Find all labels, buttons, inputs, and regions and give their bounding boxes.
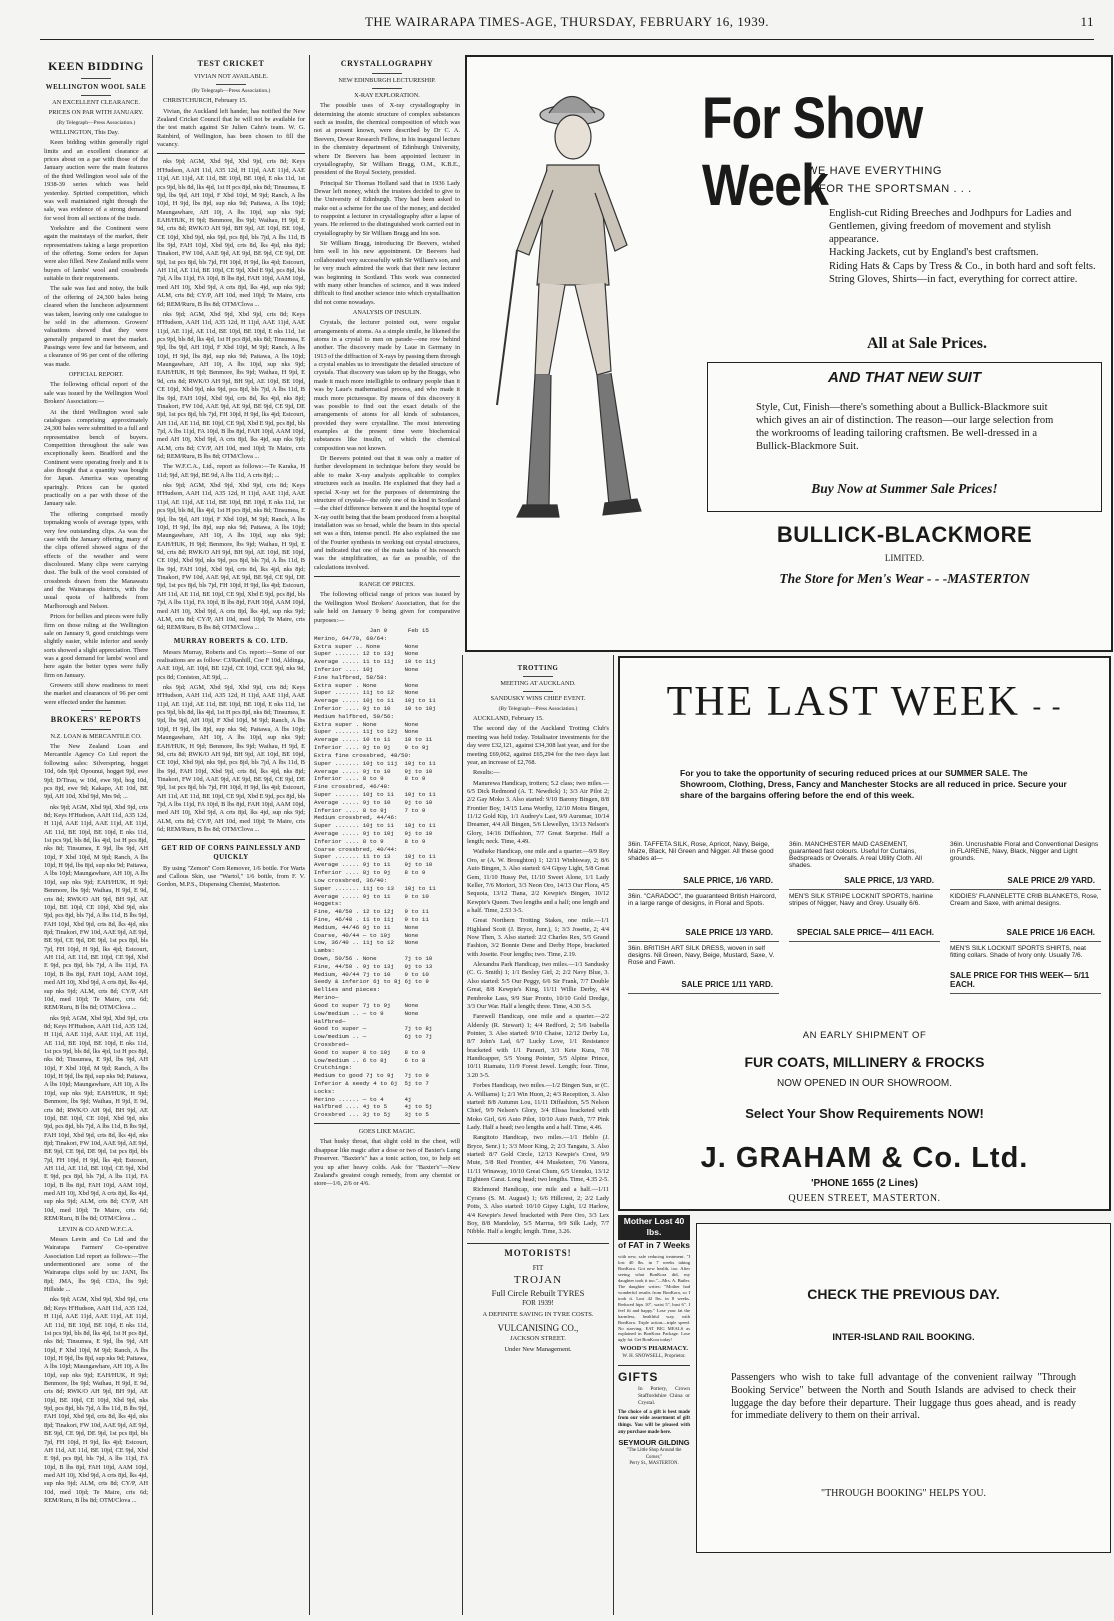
motor-management: Under New Management. xyxy=(504,1346,572,1354)
sale-item-text: MEN'S SILK LOCKNIT SPORTS SHIRTS, neat fitting collars. Shade of Ivory only. Usually 7/6. xyxy=(950,945,1086,959)
column-rule xyxy=(152,55,153,1615)
gifts-line: In Pottery, Crown Staffordshire China or Crystal. xyxy=(638,1385,690,1407)
ad-buy-now: Buy Now at Summer Sale Prices! xyxy=(811,481,998,496)
section-head: ANALYSIS OF INSULIN. xyxy=(352,308,422,316)
ad-items xyxy=(829,207,1099,286)
sale-item xyxy=(950,890,1101,942)
paragraph: Rangitoto Handicap, two miles.—1/1 Heblo (J. Bryce, Senr.) 1; 3/3 Moor King, 2; 2/3 Tangatu, 3. Also started: 8/7 Gold Circle, 12/13 Kewpie's Crest, 9/9 Mute, 5/8 Red Frontier, 4/4 Musketeer, 7/6 Vanora, 11/11 Winaway, 10/10 Great Chum, 6/5 Uenuku, 13/12 Eighteen Carat. Long head; two lengths. Time, 4.35 2-5. xyxy=(467,1134,609,1184)
page-number: 11 xyxy=(1080,14,1094,29)
ad-headline-show-week: For Show Week xyxy=(702,86,923,218)
subhead-wool-sale: WELLINGTON WOOL SALE xyxy=(45,83,147,91)
paragraph: nks 9jd; AGM, Xbd 9jd, Xbd 9jd, crts 8d; Keys H'Hudson, AAH 11d, A35 12d, H 11jd, AAE 11jd, AAE 11jd, AE 11jd, AE 11d, BE 10jd, BE 10jd, E nks 11d, 1st pcs 9jd, bls 8d, lks 4jd, 1st H pcs 8jd, nks 8d; Tinsumea, E 9jd, lbs 9jd, AH 10jd, F Xbd 10jd, M 9jd; Ranch, A lbs 10jd, H 9jd, lbs 8jd, sup nks 9d; Paitawa, A lbs 10jd; Maungawhare, AH 10j, A lbs 10jd, sup nks 9jd; EAH/HUK, H 9jd; Benmore, lbs 9jd; Waihau, H 9jd, E 9d, crts 8d; RWK/O AH 9jd, BH 9jd, AE 10jd, BE 10jd, CE 10jd, Xbd 9jd, nks 9jd, pcs 8jd, bls 7jd, A lbs 11d, B lbs 9jd, FAH 10jd, Xbd 9jd, crts 8d, lks 4jd, nks 8jd; Tinakori, FW 10d, AAE 9jd, AE 9jd, BE 9jd, CE 9jd, DE 9jd, 1st pcs 8jd, bls 7jd, FH 10jd, H 9jd, lks 4jd; Estcourt, AH 11d, AE 11d, BE 10jd, CE 9jd, Xbd E 9jd, pcs 8jd, bls 7jd, A lbs 11jd, FA 10jd, B lbs 8jd, FAH 10jd, AAM 10jd, med AH 10j, Xbd 9jd, A crts 8jd, lks 4jd, sup nks 9jd; ALM, crts 8d; CY/P, AH 10d, med 10jd; Te Maire, crts 6d; REM/Ruru, B lbs 8d; OTM/Clova ... xyxy=(157,482,305,632)
sale-price-grid xyxy=(628,838,1101,994)
sale-item-blank xyxy=(789,942,940,994)
motor-tyres: Full Circle Rebuilt TYRES xyxy=(491,1287,585,1298)
sale-item-text: 36in. TAFFETA SILK, Rose, Apricot, Navy, Beige, Maize, Black, Nil Green and Nigger. All these good shades at— xyxy=(628,841,774,862)
deck: AN EXCELLENT CLEARANCE. xyxy=(52,98,140,106)
column-wool-sale xyxy=(44,55,148,1610)
column-rule xyxy=(462,655,463,1615)
motor-for: FOR 1939! xyxy=(522,1298,554,1307)
section-head: OFFICIAL REPORT. xyxy=(68,371,124,379)
paragraph: The second day of the Auckland Trotting Club's meeting was held today. Totalisator investments for the day were £32,121, against £34,308 last year, and for the meeting £69,062, against £65,294 for the two days last year, an increase of £2,768. xyxy=(467,725,609,766)
paragraph: Crystals, the lecturer pointed out, were regular arrangements of atoms. As a simple simile, he likened the atoms in a crystal to men on parade—one row behind another. The discovery made by Laue in Germany in 1913 of the diffraction of X-rays by passing them through a crystal enables us to investigate the detailed structure of crystals. That discovery was taken up by the Braggs, who made it much more intelligible to ordinary people than it was by Laue's mathematical process, and who made it much more picturesque. By means of this discovery it was possible to find out the exact details of the arrangements of atoms for all kinds of substances, provided they were crystalline. The most interesting examples at the present time were biochemical substances like insulin, of which the chemical composition was not known. xyxy=(314,319,460,452)
ad-item: English-cut Riding Breeches and Jodhpurs for Ladies and Gentlemen, giving freedom of movement and stylish appearance. xyxy=(829,208,1072,246)
paragraph: Manurewa Handicap, trotters; 5.2 class; two miles.—6/5 Dick Redmond (A. T. Newdick) 1; 3/3 Air Pilot 2; 2/2 Gay Moko 3. Also started: 9/10 Barony Bingen, 8/8 Frontier Boy, 14/15 Lena Worthy, 12/10 Moira Bingen, 11/12 Gold Kip, 1/1 Audrey's Last, 9/9 Aurumar, 10/14 Dreamer, 4/4 All Bingen, 5/6 Llewellyn, 13/13 Nelson's Glory, 14/16 Diffashion, 7/7 Great Surprise. Half a length; neck. Time, 4.49. xyxy=(467,779,609,846)
paragraph: nks 9jd; AGM, Xbd 9jd, Xbd 9jd, crts 8d; Keys H'Hudson, AAH 11d, A35 12d, H 11jd, AAE 11jd, AAE 11jd, AE 11jd, AE 11d, BE 10jd, BE 10jd, E nks 11d, 1st pcs 9jd, bls 8d, lks 4jd, 1st H pcs 8jd, nks 8d; Tinsumea, E 9jd, lbs 9jd, AH 10jd, F Xbd 10jd, M 9jd; Ranch, A lbs 10jd, H 9jd, lbs 8jd, sup nks 9d; Paitawa, A lbs 10jd; Maungawhare, AH 10j, A lbs 10jd, sup nks 9jd; EAH/HUK, H 9jd; Benmore, lbs 9jd; Waihau, H 9jd, E 9d, crts 8d; RWK/O AH 9jd, BH 9jd, AE 10jd, BE 10jd, CE 10jd, Xbd 9jd, nks 9jd, pcs 8jd, bls 7jd, A lbs 11d, B lbs 9jd, FAH 10jd, Xbd 9jd, crts 8d, lks 4jd, nks 8jd; Tinakori, FW 10d, AAE 9jd, AE 9jd, BE 9jd, CE 9jd, DE 9jd, 1st pcs 8jd, bls 7jd, FH 10jd, H 9jd, lks 4jd; Estcourt, AH 11d, AE 11d, BE 10jd, CE 9jd, Xbd E 9jd, pcs 8jd, bls 7jd, A lbs 11jd, FA 10jd, B lbs 8jd, FAH 10jd, AAM 10jd, med AH 10j, Xbd 9jd, A crts 8jd, lks 4jd, sup nks 9jd; ALM, crts 8d; CY/P, AH 10d, med 10jd; Te Maire, crts 6d; REM/Ruru, B lbs 8d; OTM/Clova ... xyxy=(157,158,305,308)
paragraph: Forbes Handicap, two miles.—1/2 Bingen Sun, sr (C. A. Williams) 1; 2/1 Win Huon, 2; 4/3 Reception, 3. Also started: 8/8 Autumn Lou, 11/11 Diffashion, 5/5 Nelson Chief, 9/9 Nelson's Glory, 3/4 Elissa bracketed with Moko Girl, 6/6 Auto Pilot, 10/10 Auto Patch, 7/7 Pink Lady. Half a head; two lengths and a half. Time, 4.46. xyxy=(467,1082,609,1131)
ad-rail-booking xyxy=(696,1223,1111,1553)
subhead: MEETING AT AUCKLAND. xyxy=(500,680,576,688)
divider xyxy=(81,95,111,96)
ad-phone: 'PHONE 1655 (2 Lines) xyxy=(811,1178,918,1189)
sale-item xyxy=(950,838,1101,890)
paragraph: nks 9jd; AGM, Xbd 9jd, Xbd 9jd, crts 8d; Keys H'Hudson, AAH 11d, A35 12d, H 11jd, AAE 11jd, AAE 11jd, AE 11jd, AE 11d, BE 10jd, BE 10jd, E nks 11d, 1st pcs 9jd, bls 8d, lks 4jd, 1st H pcs 8jd, nks 8d; Tinsumea, E 9jd, lbs 9jd, AH 10jd, F Xbd 10jd, M 9jd; Ranch, A lbs 10jd, H 9jd, lbs 8jd, sup nks 9d; Paitawa, A lbs 10jd; Maungawhare, AH 10j, A lbs 10jd, sup nks 9jd; EAH/HUK, H 9jd; Benmore, lbs 9jd; Waihau, H 9jd, E 9d, crts 8d; RWK/O AH 9jd, BH 9jd, AE 10jd, BE 10jd, CE 10jd, Xbd 9jd, nks 9jd, pcs 8jd, bls 7jd, A lbs 11d, B lbs 9jd, FAH 10jd, Xbd 9jd, crts 8d, lks 4jd, nks 8jd; Tinakori, FW 10d, AAE 9jd, AE 9jd, BE 9jd, CE 9jd, DE 9jd, 1st pcs 8jd, bls 7jd, FH 10jd, H 9jd, lks 4jd; Estcourt, AH 11d, AE 11d, BE 10jd, CE 9jd, Xbd E 9jd, pcs 8jd, bls 7jd, A lbs 11jd, FA 10jd, B lbs 8jd, FAH 10jd, AAM 10jd, med AH 10j, Xbd 9jd, A crts 8jd, lks 4jd, sup nks 9jd; ALM, crts 8d; CY/P, AH 10d, med 10jd; Te Maire, crts 6d; REM/Ruru, B lbs 8d; OTM/Clova ... xyxy=(44,1014,148,1223)
divider xyxy=(618,1365,690,1366)
divider xyxy=(216,84,246,85)
subhead: NEW EDINBURGH LECTURESHIP. xyxy=(338,76,436,84)
divider xyxy=(81,78,111,79)
column-cricket xyxy=(157,55,305,1610)
paragraph: At the third Wellington wool sale catalogues comprising approximately 24,300 bales were submitted to a full and representative bench of buyers. Competition throughout the sale was exceptionally keen. Bradford and the Continent were operating freely and it is also thought that a quantity was bought for Japan. America was operating sparingly. Prices can be quoted practically on a par with those of the January sale. xyxy=(44,408,148,508)
sale-item-text: MEN'S SILK STRIPE LOCKNIT SPORTS, hairline stripes of Nigger, Navy and Grey. Usually 6/6. xyxy=(789,893,934,907)
ad-suit-box xyxy=(707,362,1102,512)
sale-item-price: SALE PRICE FOR THIS WEEK— 5/11 EACH. xyxy=(950,971,1090,989)
headline-keen-bidding: KEEN BIDDING xyxy=(48,59,144,73)
ad-suit-body: Style, Cut, Finish—there's something about a Bullick-Blackmore suit which gives an air of distinction. The reason—our large selection from the workrooms of leading tailoring craftsmen. Be well-dressed in a Bullick-Blackmore Suit. xyxy=(756,402,1054,453)
column-trotting xyxy=(467,660,609,1615)
masthead-title: THE WAIRARAPA TIMES-AGE, THURSDAY, FEBRUARY 16, 1939. xyxy=(364,14,770,29)
ad-line: WE HAVE EVERYTHING xyxy=(807,165,943,177)
ad-select: Select Your Show Requirements NOW! xyxy=(745,1106,984,1121)
divider xyxy=(523,676,553,677)
section-head: LEVIN & CO AND W.F.C.A. xyxy=(58,1225,134,1233)
ad-early: AN EARLY SHIPMENT OF xyxy=(802,1030,927,1041)
subhead: VIVIAN NOT AVAILABLE. xyxy=(194,72,268,80)
motorists-head: MOTORISTS! xyxy=(504,1247,572,1258)
paragraph: nks 9jd; AGM, Xbd 9jd, Xbd 9jd, crts 8d; Keys H'Hudson, AAH 11d, A35 12d, H 11jd, AAE 11jd, AAE 11jd, AE 11jd, AE 11d, BE 10jd, BE 10jd, E nks 11d, 1st pcs 9jd, bls 8d, lks 4jd, 1st H pcs 8jd, nks 8d; Tinsumea, E 9jd, lbs 9jd, AH 10jd, F Xbd 10jd, M 9jd; Ranch, A lbs 10jd, H 9jd, lbs 8jd, sup nks 9d; Paitawa, A lbs 10jd; Maungawhare, AH 10j, A lbs 10jd, sup nks 9jd; EAH/HUK, H 9jd; Benmore, lbs 9jd; Waihau, H 9jd, E 9d, crts 8d; RWK/O AH 9jd, BH 9jd, AE 10jd, BE 10jd, CE 10jd, Xbd 9jd, nks 9jd, pcs 8jd, bls 7jd, A lbs 11d, B lbs 9jd, FAH 10jd, Xbd 9jd, crts 8d, lks 4jd, nks 8jd; Tinakori, FW 10d, AAE 9jd, AE 9jd, BE 9jd, CE 9jd, DE 9jd, 1st pcs 8jd, bls 7jd, FH 10jd, H 9jd, lks 4jd; Estcourt, AH 11d, AE 11d, BE 10jd, CE 9jd, Xbd E 9jd, pcs 8jd, bls 7jd, A lbs 11jd, FA 10jd, B lbs 8jd, FAH 10jd, AAM 10jd, med AH 10j, Xbd 9jd, A crts 8jd, lks 4jd, sup nks 9jd; ALM, crts 8d; CY/P, AH 10d, med 10jd; Te Maire, crts 6d; REM/Ruru, B lbs 8d; OTM/Clova ... xyxy=(44,1296,148,1505)
ad-address: QUEEN STREET, MASTERTON. xyxy=(788,1193,941,1204)
sale-item-text: KIDDIES' FLANNELETTE CRIB BLANKETS, Rose, Cream and Saxe, with animal designs. xyxy=(950,893,1099,907)
paragraph: nks 9jd; AGM, Xbd 9jd, Xbd 9jd, crts 8d; Keys H'Hudson, AAH 11d, A35 12d, H 11jd, AAE 11jd, AAE 11jd, AE 11jd, AE 11d, BE 10jd, BE 10jd, E nks 11d, 1st pcs 9jd, bls 8d, lks 4jd, 1st H pcs 8jd, nks 8d; Tinsumea, E 9jd, lbs 9jd, AH 10jd, F Xbd 10jd, M 9jd; Ranch, A lbs 10jd, H 9jd, lbs 8jd, sup nks 9d; Paitawa, A lbs 10jd; Maungawhare, AH 10j, A lbs 10jd, sup nks 9jd; EAH/HUK, H 9jd; Benmore, lbs 9jd; Waihau, H 9jd, E 9d, crts 8d; RWK/O AH 9jd, BH 9jd, AE 10jd, BE 10jd, CE 10jd, Xbd 9jd, nks 9jd, pcs 8jd, bls 7jd, A lbs 11d, B lbs 9jd, FAH 10jd, Xbd 9jd, crts 8d, lks 4jd, nks 8jd; Tinakori, FW 10d, AAE 9jd, AE 9jd, BE 9jd, CE 9jd, DE 9jd, 1st pcs 8jd, bls 7jd, FH 10jd, H 9jd, lks 4jd; Estcourt, AH 11d, AE 11d, BE 10jd, CE 9jd, Xbd E 9jd, pcs 8jd, bls 7jd, A lbs 11jd, FA 10jd, B lbs 8jd, FAH 10jd, AAM 10jd, med AH 10j, Xbd 9jd, A crts 8jd, lks 4jd, sup nks 9jd; ALM, crts 8d; CY/P, AH 10d, med 10jd; Te Maire, crts 6d; REM/Ruru, B lbs 8d; OTM/Clova ... xyxy=(44,803,148,1012)
sale-item-price: SALE PRICE, 1/6 YARD. xyxy=(683,876,773,885)
ad-j-graham xyxy=(618,656,1111,1211)
paragraph: Great Northern Trotting Stakes, one mile.—1/1 Highland Scott (J. Bryce, Junr.), 1; 3/3 Josette, 2; 4/4 Now Then, 3. Also started: 2/2 Charles Rex, 5/5 Grand Fashion, 3/2 Bonnie Dene and Derby Hope, bracketed with Josette. Four lengths; two. Time, 2.19. xyxy=(467,917,609,958)
masthead xyxy=(40,14,1094,40)
section-head: N.Z. LOAN & MERCANTILE CO. xyxy=(50,732,142,740)
gifts-body: The choice of a gift is best made from our wide assortment of gift things. You will be pleased with any purchase made here. xyxy=(618,1409,690,1435)
paragraph: That husky throat, that slight cold in the chest, will disappear like magic after a dose or two of Baxter's Lung Preserver. "Baxter's" has a tonic action, too, to help set you up after heavy colds. Ask for "Baxter's"—New Zealand's greatest cough remedy, from any chemist or store—1/6, 2/6 or 4/6. xyxy=(314,1138,460,1188)
divider xyxy=(372,88,402,89)
paragraph: The following official range of prices was issued by the Wellington Wool Brokers' Association, that for the sale held on January 9 being given for comparative purposes:— xyxy=(314,591,460,624)
sale-item-text: 36in. Uncrushable Floral and Conventional Designs in FLAIRENE, Navy, Black, Nigger and Light grounds. xyxy=(950,841,1099,862)
sale-item-price: SPECIAL SALE PRICE— 4/11 EACH. xyxy=(796,928,934,937)
sale-item-price: SALE PRICE 2/9 YARD. xyxy=(1007,876,1095,885)
ad-furs: FUR COATS, MILLINERY & FROCKS xyxy=(744,1054,985,1070)
deck: PRICES ON PAR WITH JANUARY. xyxy=(48,109,144,117)
paragraph: Vivian, the Auckland left hander, has notified the New Zealand Cricket Council that he will not be available for the test match against Sir Julien Cahn's team. W. G. Rainbird, of Wellington, has been chosen to fill the vacancy. xyxy=(157,107,305,149)
sale-item-price: SALE PRICE 1/6 EACH. xyxy=(1006,928,1095,937)
ad-brand-graham: J. GRAHAM & Co. Ltd. xyxy=(700,1142,1029,1174)
sportsman-illustration xyxy=(487,75,657,615)
pharmacy-prop: W. H. SNOWSELL, Proprietor. xyxy=(622,1354,686,1360)
ad-brand: BULLICK-BLACKMORE xyxy=(776,522,1033,547)
headline-trotting: TROTTING xyxy=(517,665,559,672)
seymour-sub: "The Little Shop Around the Corner," xyxy=(626,1448,682,1460)
mother-head2: of FAT in 7 Weeks xyxy=(618,1239,690,1250)
seymour-address: Perry St., MASTERTON. xyxy=(629,1460,679,1466)
paragraph: The W.F.C.A., Ltd., report as follows:—Te Karaka, H 11d; 9jd, AE 9jd, BE 9d, A lbs 11d, A crts 8jd; ... xyxy=(157,463,305,479)
sale-item-price: SALE PRICE 1/11 YARD. xyxy=(681,980,773,989)
ad-item: Hacking Jackets, cut by England's best craftsmen. xyxy=(829,247,1039,259)
paragraph: Waiheke Handicap, one mile and a quarter.—9/9 Rey Oro, sr (A. W. Broughton) 1; 12/11 Winhisway, 2; 8/6 Auto Bingen, 3. Also started: 6/4 Gipsy Light, 5/8 Great Gem, 11/10 Hussy Pet, 11/10 Sweet Alone, 1/1 Lady Keller, 7/6 Moriori, 3/3 Neon Oro, 14/13 Our Flora, 4/5 Sequoia, 13/12 Tiana, 2/2 Kewpie's Bingen, 10/12 Kewpie's Queen. Two lengths and a half; one length and a half. Time, 2.53 3-5. xyxy=(467,848,609,914)
seymour-gilding: SEYMOUR GILDING xyxy=(618,1438,690,1448)
sale-item-price: SALE PRICE, 1/3 YARD. xyxy=(844,876,934,885)
paragraph: Messrs Murray, Roberts and Co. report:—Some of our realisations are as follow: CJ/Ranhill, Coe F 10d, Aldinga, AAE 10jd, AE 10jd, BE 12jd, CE 10jd, CCE 9jd, nks 9d, pcs 8d; Coniston, AE 9jd, ... xyxy=(157,648,305,681)
dateline: AUCKLAND, February 15. xyxy=(473,715,544,723)
motor-street: JACKSON STREET. xyxy=(510,1334,566,1342)
paragraph: By using "Zemon" Corn Remover, 1/6 bottle. For Warts and Callous Skin, use "Wartol," 1/6 bottle, from F. V. Gordon, M.P.S., Dispensing Chemist, Masterton. xyxy=(157,864,305,889)
paragraph: Sir William Bragg, introducing Dr Beevers, wished him well in his new appointment. Dr Beevers had collaborated very successfully with Sir William's son, and he very much admired the work that their new lecturer was beginning in Scotland. This work was connected with many other branches of science, and it was indeed difficult to find another science into which crystallisation did not come nowadays. xyxy=(314,240,460,306)
rail-foot: "THROUGH BOOKING" HELPS YOU. xyxy=(820,1488,986,1499)
ad-headline-text: THE LAST WEEK xyxy=(666,679,1021,725)
paragraph: The offering comprised mostly topmaking wools of average types, with very few outstanding clips. As was the case with the January offering, many of the clips offered showed signs of the effects of the weather and were discoloured. Many clips were carrying dust. The bulk of the wool consisted of crossbreds drawn from the Manawatu and the Wairarapa districts, with the usual quota of halfbreds from Marlborough and Nelson. xyxy=(44,510,148,610)
ad-now: NOW OPENED IN OUR SHOWROOM. xyxy=(777,1078,952,1089)
section-head: GOES LIKE MAGIC. xyxy=(358,1128,416,1136)
gifts-head: GIFTS xyxy=(618,1369,659,1384)
divider xyxy=(372,73,402,74)
motor-brand: TROJAN xyxy=(513,1273,563,1286)
column-rule xyxy=(613,655,614,1615)
range-of-prices-table: Merino, 64/70, 60/64: Extra super .. None None Super ....... 12 to 13j None Average ..... 11 to 11j 10 to 11j Inferior .... 10j None Fine halfbred, 58/58: Extra super . None None Super ....... 11j to 12 None Average ..... 10j to 11 10j to 11 Inferior .... 9j to 10 10 to 10j Medium halfbred, 50/56: Extra super . None None Super ....... 11j to 12j None Average ..... 10 to 11 10 to 11 Inferior .... 9j to 9j 9 to 9j Extra fine crossbred, 48/50: Super ....... 10j to 11j 10j to 11 Average ..... 9j to 10 9j to 10 Inferior .... 8 to 9 8 to 9 Fine crossbred, 46/48: Super ....... 10j to 11 10j to 11 Average ..... 9j to 10 9j to 10 Inferior .... 8 to 9j 7 to 9 Medium crossbred, 44/46: Super ....... 10j to 11 10j to 11 Average ..... 9j to 10j 9j to 10 Inferior .... 8 to 9 8 to 9 Coarse crossbred, 40/44: Super ....... 11 to 13 10j to 11 Average ..... 9j to 11 9j to 10 Inferior .... 8j to 9j 8 to 9 Low crossbred, 36/40: Super ....... 11j to 13 10j to 11 Average ..... 9j to 11 9 to 10 Hoggets: Fine, 48/50 . 12 to 12j 9 to 11 Fine, 46/48 . 11 to 11j 9 to 11 Medium, 44/46 9j to 11 None Coarse, 40/44 — to 10j None Low, 36/40 .. 11j to 12 None Lambs: Down, 50/56 . None 7j to 10 Fine, 44/50 . 9j to 13j 9j to 13 Medium, 40/44 7j to 10 9 to 10 Seedy & inferior 6j to 8j 6j to 9 Bellies and pieces: Merino— Good to super 7j to 9j None Low/medium .. — to 9 None Halfbred— Good to super — 7j to 8j Low/medium .. — 6j to 7j Crossbred— Good to super 8 to 10j 8 to 9 Low/medium .. 6 to 8j 6 to 8 Crutchings: Medium to good 7j to 9j 7j to 9 Inferior & seedy 4 to 6j 5j to 7 Locks: Merino ...... — to 4 4j Halfbred .... 4j to 5 4j to 5j Crossbred ... 3j to 5j 3j to 5 xyxy=(314,634,436,1119)
column-small-ads xyxy=(618,1215,690,1615)
deck: SANDUSKY WINS CHIEF EVENT. xyxy=(490,695,586,703)
headline-brokers: BROKERS' REPORTS xyxy=(50,715,142,725)
ad-store-line: The Store for Men's Wear - - -MASTERTON xyxy=(779,571,1030,586)
dateline: CHRISTCHURCH, February 15. xyxy=(163,97,247,105)
byline: (By Telegraph—Press Association.) xyxy=(56,119,136,126)
paragraph: Results:— xyxy=(473,769,500,777)
divider xyxy=(81,710,111,711)
ad-intro: For you to take the opportunity of securing reduced prices at our SUMMER SALE. The Showroom, Clothing, Dress, Fancy and Manchester Stocks are all reduced in price. Secure your share of the bargains offering before the end of this week. xyxy=(680,768,1067,801)
ad-headline-dots: - - xyxy=(1032,692,1063,721)
ad-bullick-blackmore xyxy=(465,55,1113,652)
divider xyxy=(314,1123,460,1124)
column-rule xyxy=(309,55,310,1615)
paragraph: Richmond Handicap, one mile and a half.—1/11 Cyrano (S. M. August) 1; 6/6 Hillcrest, 2; 2/2 Lady Potts, 3. Also started: 10/10 Gipsy Light, 1/2 Harlow, 4/4 Kewpie's Jewel bracketed with Pere Oro, 3/3 Lex Boy, 8/8 Mandolay, 5/5 Marrua, 9/9 Silk Lady, 7/7 Nibble. Half a length; length. Time, 3.26. xyxy=(467,1186,609,1236)
byline: (By Telegraph—Press Association.) xyxy=(498,705,578,712)
sale-item xyxy=(950,942,1101,994)
divider xyxy=(523,691,553,692)
deck: X-RAY EXPLORATION. xyxy=(354,91,420,99)
paragraph: Alexandra Park Handicap, two miles.—1/1 Sandusky (C. G. Smith) 1; 1/1 Bexley Girl, 2; 2/2 Navy Blue, 3. Also started: 5/5 Our Peggy, 6/6 Sir Frank, 7/7 Double Great, 8/8 Kewpie's King, 11/11 Willie Derby, 4/4 Pembroke Lass, 9/9 Star Pronto, 10/10 Gold Dredge, 3/3 Our War. Half a length; three. Time, 4.30 3-5. xyxy=(467,961,609,1010)
dateline: WELLINGTON, This Day. xyxy=(50,129,119,137)
range-table-header: Jan 9 Feb 15 xyxy=(314,626,429,634)
paragraph: The following official report of the sale was issued by the Wellington Wool Brokers' Association:— xyxy=(44,381,148,406)
ad-item: Riding Hats & Caps by Tress & Co., in both hard and soft felts. xyxy=(829,260,1096,272)
divider xyxy=(314,576,460,577)
motor-company: VULCANISING CO., xyxy=(497,1322,579,1333)
divider xyxy=(157,839,305,840)
sale-item xyxy=(628,838,779,890)
paragraph: Yorkshire and the Continent were again the mainstays of the market, their representatives taking a large proportion of the offering. Some orders for Japan were also filled. New Zealand mills were buyers of lambs' wool and crossbreds suitable to their requirements. xyxy=(44,224,148,283)
ad-suit-head: AND THAT NEW SUIT xyxy=(827,369,982,386)
paragraph: Principal Sir Thomas Holland said that in 1936 Lady Dewar left money, which the trustees decided to give to the University of Edinburgh. They had been asked to make out a scheme for the use of the money, and decided to reappoint a lecturer in crystallography after a lapse of years. He referred to the distinguished work carried out in crystallography by Sir William Bragg and his son. xyxy=(314,179,460,237)
column-crystallography xyxy=(314,55,460,1610)
ad-sale-line: All at Sale Prices. xyxy=(867,335,987,352)
headline-murray: MURRAY ROBERTS & CO. LTD. xyxy=(173,637,289,645)
ad-headline-last-week xyxy=(620,678,1109,726)
paragraph: Dr Beevers pointed out that it was only a matter of further development in technique before they would be able to make X-ray analysis applicable to complex structures such as insulin. He explained that they had a special X-ray set for the purposes of determining the structure of crystals—the only one of its kind in Scotland—the chief difference between it and the hospital type of X-ray outfit being that the beam produced from a hospital installation was so broad, while the beam in this special set was a thin, intense pencil. He also explained the use of the Fourier synthesis in working out crystal structures, and indicated that one of the main tasks of his research was the simplification, as far as possible, of the calculations involved. xyxy=(314,455,460,571)
paragraph: Prices for bellies and pieces were fully firm on those ruling at the Wellington sale on January 9, good crutchings were slightly easier, while inferior and seedy sorts showed a slight appreciation. There was a good demand for lambs' wool and here again the better types were fully firm on January. xyxy=(44,613,148,679)
section-head: RANGE OF PRICES. xyxy=(359,581,415,589)
sale-item xyxy=(789,838,940,890)
divider xyxy=(467,1243,609,1244)
paragraph: The possible uses of X-ray crystallography in determining the atomic structure of complex substances such as insulin, the chemical composition of which was not at present known, were described by Dr C. A. Beevers, Dewar Research Fellow, in his inaugural lecture in the chemistry department of Edinburgh University, where Dr Beevers has been appointed lecturer in crystallography, Sir William Bragg, O.M., K.B.E., president of the Royal Society, presided. xyxy=(314,102,460,177)
divider xyxy=(81,729,111,730)
paragraph: nks 9jd; AGM, Xbd 9jd, Xbd 9jd, crts 8d; Keys H'Hudson, AAH 11d, A35 12d, H 11jd, AAE 11jd, AAE 11jd, AE 11jd, AE 11d, BE 10jd, BE 10jd, E nks 11d, 1st pcs 9jd, bls 8d, lks 4jd, 1st H pcs 8jd, nks 8d; Tinsumea, E 9jd, lbs 9jd, AH 10jd, F Xbd 10jd, M 9jd; Ranch, A lbs 10jd, H 9jd, lbs 8jd, sup nks 9d; Paitawa, A lbs 10jd; Maungawhare, AH 10j, A lbs 10jd, sup nks 9jd; EAH/HUK, H 9jd; Benmore, lbs 9jd; Waihau, H 9jd, E 9d, crts 8d; RWK/O AH 9jd, BH 9jd, AE 10jd, BE 10jd, CE 10jd, Xbd 9jd, nks 9jd, pcs 8jd, bls 7jd, A lbs 11d, B lbs 9jd, FAH 10jd, Xbd 9jd, crts 8d, lks 4jd, nks 8jd; Tinakori, FW 10d, AAE 9jd, AE 9jd, BE 9jd, CE 9jd, DE 9jd, 1st pcs 8jd, bls 7jd, FH 10jd, H 9jd, lks 4jd; Estcourt, AH 11d, AE 11d, BE 10jd, CE 9jd, Xbd E 9jd, pcs 8jd, bls 7jd, A lbs 11jd, FA 10jd, B lbs 8jd, FAH 10jd, AAM 10jd, med AH 10j, Xbd 9jd, A crts 8jd, lks 4jd, sup nks 9jd; ALM, crts 8d; CY/P, AH 10d, med 10jd; Te Maire, crts 6d; REM/Ruru, B lbs 8d; OTM/Clova ... xyxy=(157,310,305,461)
ad-line: FOR THE SPORTSMAN . . . xyxy=(819,183,972,195)
ad-limited: LIMITED. xyxy=(884,553,925,563)
sale-item xyxy=(789,890,940,942)
byline: (By Telegraph—Press Association.) xyxy=(191,87,271,94)
paragraph: Farewell Handicap, one mile and a quarter.—2/2 Aldersly (R. Stewart) 1; 4/4 Redford, 2; 5/6 Isabella Pointer, 3. Also started: 9/10 Chaise, 12/12 Derby Lu, 8/7 John's Lad, 6/7 Lucky Love, 1/1 Resistance bracketed with 1/1 Parauri, 3/3 Kete Kura, 7/8 Handicapper, 5/5 Young Pointer, 5/5 Alpine Prince, 10/11 Riamatu, 11/9 Forest Jewel. Length; four. Time, 3.20 3-5. xyxy=(467,1013,609,1079)
headline-test-cricket: TEST CRICKET xyxy=(197,59,265,68)
rail-sub: INTER-ISLAND RAIL BOOKING. xyxy=(832,1332,975,1343)
sale-item-price: SALE PRICE 1/3 YARD. xyxy=(685,928,773,937)
sale-item xyxy=(628,890,779,942)
paragraph: Keen bidding within generally rigid limits and an excellent clearance at prices about on a par with those of the January auction were the main features of the third Wellington wool sale of the 1938-39 series which was held yesterday. Spirited competition, which was well maintained right through the sale, was evidence of a strong demand for wool from all sections of the trade. xyxy=(44,139,148,222)
rail-body: Passengers who wish to take full advantage of the convenient railway "Through Booking Service" between the North and South Islands are advised to check their luggage the day before their departure. Their luggage thus goes ahead, and is ready for immediate delivery to them on their arrival. xyxy=(731,1372,1076,1422)
paragraph: nks 9jd; AGM, Xbd 9jd, Xbd 9jd, crts 8d; Keys H'Hudson, AAH 11d, A35 12d, H 11jd, AAE 11jd, AAE 11jd, AE 11jd, AE 11d, BE 10jd, BE 10jd, E nks 11d, 1st pcs 9jd, bls 8d, lks 4jd, 1st H pcs 8jd, nks 8d; Tinsumea, E 9jd, lbs 9jd, AH 10jd, F Xbd 10jd, M 9jd; Ranch, A lbs 10jd, H 9jd, lbs 8jd, sup nks 9d; Paitawa, A lbs 10jd; Maungawhare, AH 10j, A lbs 10jd, sup nks 9jd; EAH/HUK, H 9jd; Benmore, lbs 9jd; Waihau, H 9jd, E 9d, crts 8d; RWK/O AH 9jd, BH 9jd, AE 10jd, BE 10jd, CE 10jd, Xbd 9jd, nks 9jd, pcs 8jd, bls 7jd, A lbs 11d, B lbs 9jd, FAH 10jd, Xbd 9jd, crts 8d, lks 4jd, nks 8jd; Tinakori, FW 10d, AAE 9jd, AE 9jd, BE 9jd, CE 9jd, DE 9jd, 1st pcs 8jd, bls 7jd, FH 10jd, H 9jd, lks 4jd; Estcourt, AH 11d, AE 11d, BE 10jd, CE 9jd, Xbd E 9jd, pcs 8jd, bls 7jd, A lbs 11jd, FA 10jd, B lbs 8jd, FAH 10jd, AAM 10jd, med AH 10j, Xbd 9jd, A crts 8jd, lks 4jd, sup nks 9jd; ALM, crts 8d; CY/P, AH 10d, med 10jd; Te Maire, crts 6d; REM/Ruru, B lbs 8d; OTM/Clova ... xyxy=(157,684,305,834)
rail-head: CHECK THE PREVIOUS DAY. xyxy=(807,1286,1000,1302)
ad-item: String Gloves, Shirts—in fact, everything for correct attire. xyxy=(829,273,1078,285)
mother-body: with new, safe reducing treatment. "I lost 40 lbs. in 7 weeks taking BonKora. Got new health, too. After seeing what BonKora did, my daughter took it too."—Mrs. A. Butler. The daughter writes: "Mother had wonderful results from BonKora, so I took it. Lost 42 lbs. in 8 weeks. Reduced hips 10", waist 5", bust 6". I feel fit and happy." Lose your fat the harmless, healthful way, with BonKora. Triple action—triple speed. No starving. EAT BIG MEALS as explained in BonKora Package. Lose ugly fat. Get BonKora today! xyxy=(618,1253,690,1343)
divider xyxy=(157,153,305,154)
paragraph: The sale was fast and noisy, the bulk of the offering of 24,300 bales being cleared when the luncheon adjournment was taken, leaving only one catalogue to be sold in the afternoon. Growers' valuations showed that they were generally prepared to meet the market. Passings were few and far between, and a clearance of 96 per cent of the offering was made. xyxy=(44,285,148,368)
sale-item-text: 36in. MANCHESTER MAID CASEMENT, guaranteed fast colours. Useful for Curtains, Bedspreads or Overalls. A real Utility Cloth. All shades. xyxy=(789,841,922,869)
paragraph: The New Zealand Loan and Mercantile Agency Co Ltd report the following sales: Silverspring, hogget 10d, 6dn 9jd; Opounui, hogget 9jd, ewe 9jd; D/Tirau, w 10d, ewe 9jd, hog 10d, pcs 8jd, ewe 9d; Kakapo, AE 10d, BE 9jd, AH 10d, Xbd 9jd, Mrs 9d; ... xyxy=(44,743,148,801)
headline-crystallography: CRYSTALLOGRAPHY xyxy=(340,59,434,68)
sale-item-text: 36in. BRITISH ART SILK DRESS, woven in self designs. Nil Green, Navy, Beige, Mustard, Saxe, V. Rose and Fawn. xyxy=(628,945,775,966)
pharmacy-name: WOOD'S PHARMACY. xyxy=(619,1345,688,1353)
paragraph: Messrs Levin and Co Ltd and the Wairarapa Farmers' Co-operative Association Ltd report as follows:—The undermentioned are some of the Wairarapa clips sold by us: JANI, lbs 8jd; JMA, lbs 9jd; CDA, lbs 9jd; Hillside ... xyxy=(44,1235,148,1294)
sale-item xyxy=(628,942,779,994)
paragraph: Growers still show readiness to meet the market and clearances of 96 per cent were effected under the hammer. xyxy=(44,682,148,706)
motor-fit: FIT xyxy=(532,1263,544,1272)
motor-saving: A DEFINITE SAVING IN TYRE COSTS. xyxy=(482,1311,594,1319)
headline-corns: GET RID OF CORNS PAINLESSLY AND QUICKLY xyxy=(161,844,301,861)
mother-head: Mother Lost 40 lbs. xyxy=(618,1215,690,1240)
sale-item-text: 36in. "CARADOC", the guaranteed British Haircord, in a large range of designs, in Floral and Spots. xyxy=(628,893,777,907)
